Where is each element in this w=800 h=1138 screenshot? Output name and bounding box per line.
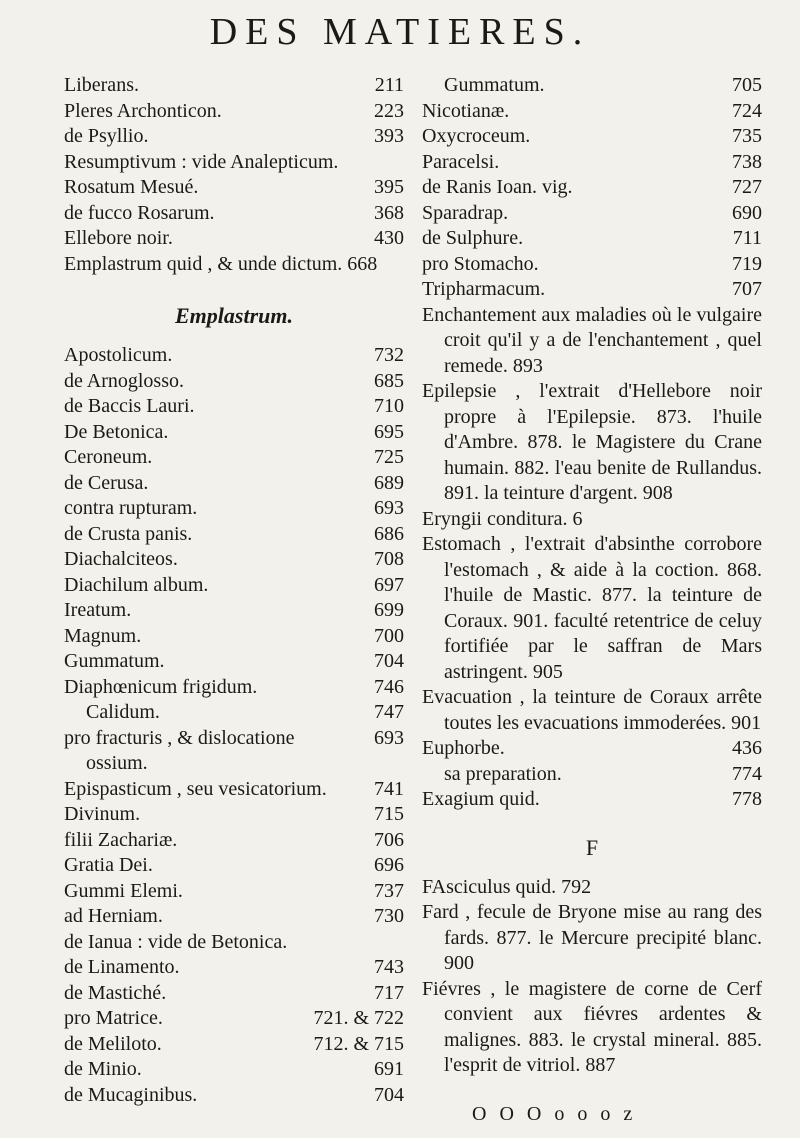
entry-page: 712. & 715 bbox=[313, 1032, 404, 1055]
index-entry bbox=[64, 522, 404, 548]
entry-term: Paracelsi. bbox=[422, 150, 500, 173]
entry-page: 686 bbox=[374, 522, 404, 545]
entry-term: de Sulphure. bbox=[422, 227, 524, 249]
entry-page: 691 bbox=[374, 1058, 404, 1080]
entry-page: 719 bbox=[732, 252, 762, 275]
entry-page: 710 bbox=[374, 395, 404, 417]
index-entry bbox=[64, 1006, 404, 1032]
entry-term: Gummatum. bbox=[444, 74, 545, 96]
entry-term: Divinum. bbox=[64, 803, 141, 825]
paragraph-text: Eryngii conditura. 6 bbox=[422, 507, 583, 530]
index-paragraph bbox=[422, 532, 762, 685]
entry-term: de Cerusa. bbox=[64, 471, 149, 494]
entry-page: 737 bbox=[374, 879, 404, 902]
index-entry bbox=[64, 700, 404, 726]
entry-term: Gratia Dei. bbox=[64, 854, 153, 876]
index-entry: Liberans. 211 bbox=[64, 74, 404, 96]
index-entry bbox=[422, 73, 762, 99]
index-entry: Resumptivum : vide Analepticum. bbox=[64, 150, 339, 173]
entry-term: Diaphœnicum frigidum. bbox=[64, 675, 258, 698]
index-entry bbox=[422, 124, 762, 150]
entry-page: 717 bbox=[374, 981, 404, 1004]
index-entry bbox=[422, 787, 762, 813]
index-entry: Ellebore noir. 430 bbox=[64, 227, 404, 249]
paragraph-text: Evacuation , la teinture de Coraux arrête toutes les evacuations immoderées. 901 bbox=[422, 686, 762, 734]
signature-mark: O O O o o o z bbox=[472, 1103, 637, 1125]
left-column bbox=[64, 73, 404, 1108]
index-entry bbox=[64, 1032, 404, 1058]
index-entry: Pleres Archonticon. 223 bbox=[64, 99, 404, 122]
index-entry bbox=[64, 471, 404, 497]
entry-page: 708 bbox=[374, 548, 404, 570]
entry-page: 704 bbox=[374, 650, 404, 672]
index-paragraph bbox=[422, 685, 762, 736]
entry-page: 697 bbox=[374, 573, 404, 596]
index-paragraph bbox=[422, 303, 762, 380]
emplastrum-list bbox=[64, 343, 404, 1108]
entry-term: de Mastiché. bbox=[64, 981, 167, 1004]
entry-term: Calidum. bbox=[86, 701, 160, 723]
entry-term: Tripharmacum. bbox=[422, 278, 546, 300]
entry-page: 724 bbox=[732, 99, 762, 122]
index-entry bbox=[64, 496, 404, 522]
entry-page: 721. & 722 bbox=[313, 1007, 404, 1029]
entry-page: 715 bbox=[374, 803, 404, 825]
paragraph-text: FAsciculus quid. 792 bbox=[422, 875, 592, 898]
entry-page: 727 bbox=[732, 176, 762, 198]
index-entry bbox=[64, 675, 404, 701]
entry-term: Diachilum album. bbox=[64, 573, 209, 596]
index-entry bbox=[64, 394, 404, 420]
paragraph-text: Fard , fecule de Bryone mise au rang des fards. 877. le Mercure precipité blanc. 900 bbox=[422, 901, 762, 974]
entry-page: 685 bbox=[374, 369, 404, 392]
entry-page: 436 bbox=[732, 737, 762, 759]
entry-page: 741 bbox=[374, 777, 404, 800]
index-entry bbox=[64, 828, 404, 854]
entry-term: Oxycroceum. bbox=[422, 125, 531, 147]
index-paragraph bbox=[422, 900, 762, 977]
entry-term: de Arnoglosso. bbox=[64, 369, 184, 392]
index-entry bbox=[422, 175, 762, 201]
entry-term: de Mucaginibus. bbox=[64, 1083, 198, 1106]
entry-term: Euphorbe. bbox=[422, 737, 505, 759]
index-paragraph bbox=[422, 507, 762, 533]
index-entry bbox=[64, 624, 404, 650]
index-paragraph bbox=[422, 875, 762, 901]
index-entry bbox=[64, 547, 404, 573]
paragraph-text: Epilepsie , l'extrait d'Hellebore noir propre à l'Epilepsie. 873. l'huile d'Ambre. 878. le Magistere du Crane humain. 882. l'eau benite de Rullandus. 891. la teinture d'argent. 908 bbox=[422, 380, 762, 504]
entry-page: 693 bbox=[374, 726, 404, 749]
entry-term: de Ranis Ioan. vig. bbox=[422, 176, 573, 198]
entry-term: Sparadrap. bbox=[422, 201, 509, 224]
index-entry bbox=[64, 955, 404, 981]
index-entry bbox=[422, 226, 762, 252]
entry-page: 700 bbox=[374, 624, 404, 647]
entry-term: pro fracturis , & dislocatione ossium. bbox=[64, 726, 295, 774]
entry-term: de Baccis Lauri. bbox=[64, 395, 195, 417]
entry-page: 746 bbox=[374, 675, 404, 698]
entry-page: 696 bbox=[374, 854, 404, 876]
index-entry bbox=[64, 343, 404, 369]
entry-page: 735 bbox=[732, 125, 762, 147]
paragraph-text: Fiévres , le magistere de corne de Cerf convient aux fiévres ardentes & malignes. 883. le crystal mineral. 885. l'esprit de vitriol. 887 bbox=[422, 977, 762, 1076]
index-entry bbox=[64, 802, 404, 828]
index-entry bbox=[64, 445, 404, 471]
entry-page: 711 bbox=[732, 227, 762, 249]
index-entry bbox=[422, 99, 762, 125]
entry-page: 743 bbox=[374, 956, 404, 978]
entry-term: filii Zachariæ. bbox=[64, 828, 178, 851]
entry-term: de Meliloto. bbox=[64, 1032, 162, 1055]
index-entry bbox=[64, 573, 404, 599]
index-entry: de Psyllio. 393 bbox=[64, 125, 404, 147]
entry-term: Exagium quid. bbox=[422, 788, 540, 810]
index-paragraph bbox=[422, 379, 762, 507]
right-entry-list bbox=[422, 73, 762, 303]
entry-page: 774 bbox=[732, 762, 762, 785]
index-entry bbox=[64, 420, 404, 446]
entry-term: contra rupturam. bbox=[64, 497, 198, 519]
index-entry bbox=[64, 598, 404, 624]
index-entry bbox=[422, 277, 762, 303]
entry-term: Apostolicum. bbox=[64, 344, 173, 366]
index-entry bbox=[422, 762, 762, 788]
entry-term: Epispasticum , seu vesicatorium. bbox=[64, 777, 327, 800]
entry-page: 705 bbox=[732, 74, 762, 96]
index-entry bbox=[64, 904, 404, 930]
entry-page: 707 bbox=[732, 278, 762, 300]
entry-page: 725 bbox=[374, 446, 404, 468]
entry-term: de Minio. bbox=[64, 1058, 142, 1080]
entry-term: Gummatum. bbox=[64, 650, 165, 672]
entry-page: 730 bbox=[374, 905, 404, 927]
index-entry bbox=[422, 736, 762, 762]
entry-page: 732 bbox=[374, 344, 404, 366]
entry-term: de Ianua : vide de Betonica. bbox=[64, 930, 288, 953]
paragraph-text: Enchantement aux maladies où le vulgaire croit qu'il y a de l'enchantement , quel remede. 893 bbox=[422, 303, 762, 377]
right-paragraph-list bbox=[422, 303, 762, 737]
index-entry: Rosatum Mesué. 395 bbox=[64, 176, 404, 198]
paragraph-text: Estomach , l'extrait d'absinthe corrobore l'estomach , & aide à la coction. 868. l'huile de Mastic. 877. la teinture de Coraux. 901. faculté retentrice de celuy fortifiée par le saffran de Mars astringent. 905 bbox=[422, 533, 762, 683]
entry-term: de Crusta panis. bbox=[64, 522, 193, 545]
entry-page: 690 bbox=[732, 201, 762, 224]
index-entry bbox=[64, 369, 404, 395]
index-entry bbox=[64, 1057, 404, 1083]
entry-term: pro Matrice. bbox=[64, 1007, 163, 1029]
entry-page: 689 bbox=[374, 471, 404, 494]
index-entry bbox=[64, 930, 404, 956]
entry-term: Ceroneum. bbox=[64, 446, 153, 468]
entry-page: 704 bbox=[374, 1083, 404, 1106]
entry-term: Nicotianæ. bbox=[422, 99, 510, 122]
entry-page: 695 bbox=[374, 420, 404, 443]
f-paragraph-list bbox=[422, 875, 762, 1079]
entry-page: 706 bbox=[374, 828, 404, 851]
index-entry bbox=[422, 150, 762, 176]
entry-term: De Betonica. bbox=[64, 420, 169, 443]
entry-term: sa preparation. bbox=[444, 762, 562, 785]
entry-term: Gummi Elemi. bbox=[64, 879, 183, 902]
entry-page: 738 bbox=[732, 150, 762, 173]
index-entry bbox=[64, 879, 404, 905]
right-column bbox=[422, 73, 762, 1079]
index-entry bbox=[64, 649, 404, 675]
entry-page: 747 bbox=[374, 701, 404, 723]
running-head: DES MATIERES. bbox=[209, 11, 591, 53]
section-heading-emplastrum: Emplastrum. bbox=[175, 303, 293, 328]
index-entry bbox=[422, 252, 762, 278]
entry-term: Magnum. bbox=[64, 624, 142, 647]
entry-page: 699 bbox=[374, 599, 404, 621]
entry-term: ad Herniam. bbox=[64, 905, 163, 927]
entry-term: de Linamento. bbox=[64, 956, 180, 978]
entry-term: Diachalciteos. bbox=[64, 548, 178, 570]
index-entry bbox=[64, 981, 404, 1007]
index-entry bbox=[422, 201, 762, 227]
index-entry bbox=[64, 777, 404, 803]
index-entry bbox=[64, 726, 404, 777]
entry-page: 778 bbox=[732, 788, 762, 810]
index-entry: de fucco Rosarum. 368 bbox=[64, 201, 404, 224]
entry-page: 693 bbox=[374, 497, 404, 519]
index-paragraph bbox=[422, 977, 762, 1079]
index-entry bbox=[64, 853, 404, 879]
right-tail-list bbox=[422, 736, 762, 813]
entry-term: Ireatum. bbox=[64, 599, 132, 621]
index-entry bbox=[64, 1083, 404, 1109]
section-letter-f: F bbox=[585, 834, 599, 860]
index-entry: Emplastrum quid , & unde dictum. 668 bbox=[64, 252, 378, 275]
entry-term: pro Stomacho. bbox=[422, 252, 539, 275]
